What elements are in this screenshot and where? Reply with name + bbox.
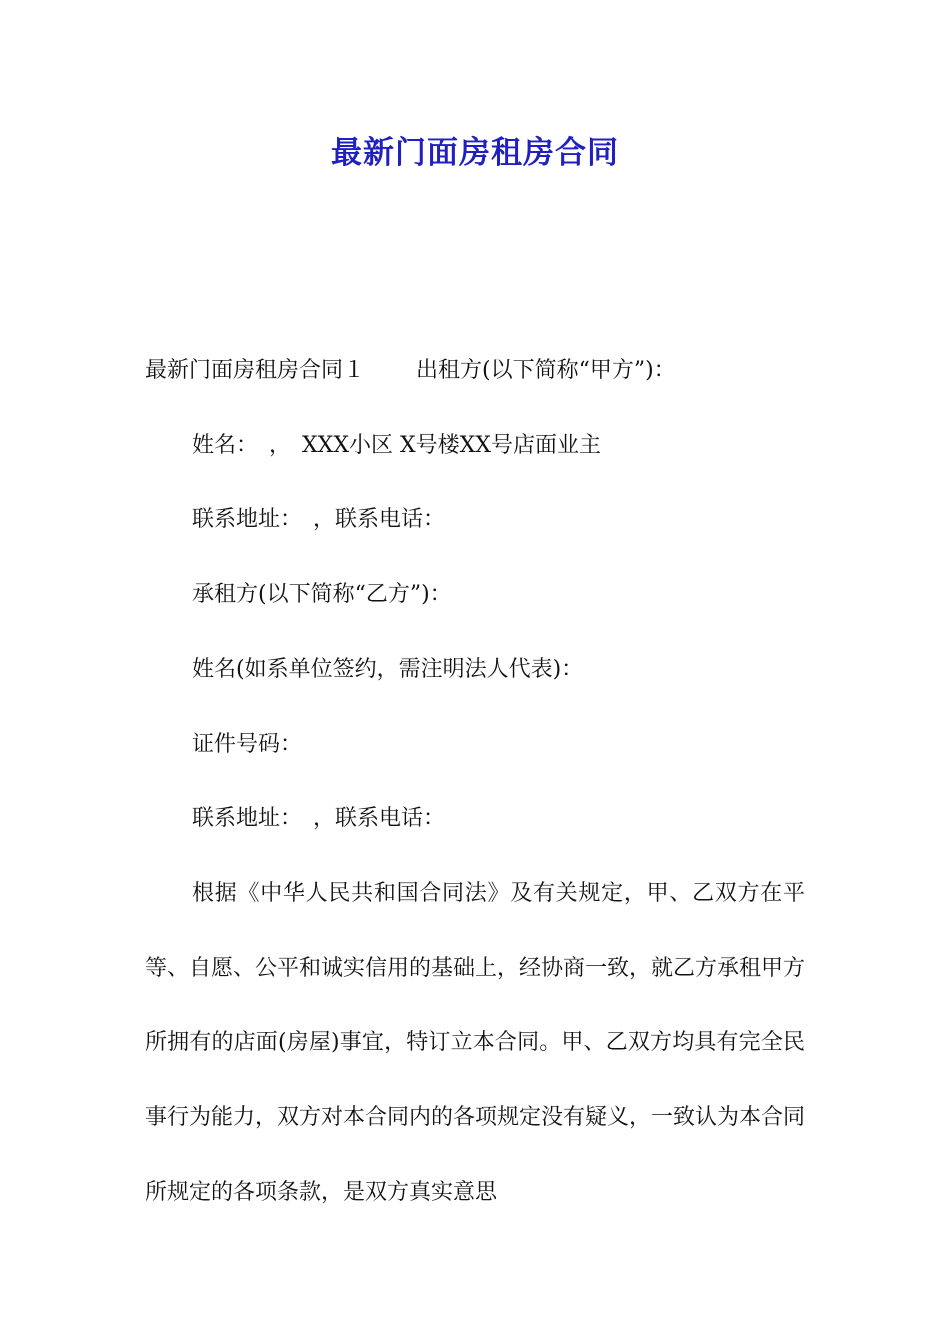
contract-heading-line: 最新门面房租房合同１ 出租方(以下简称“甲方”)： (145, 358, 676, 383)
lessee-id-line: 证件号码： (192, 731, 303, 757)
lessor-name-line: 姓名： ， XXX小区 X号楼XX号店面业主 (192, 432, 601, 458)
lessee-heading-line: 承租方(以下简称“乙方”)： (192, 582, 452, 608)
lessee-name-line: 姓名(如系单位签约，需注明法人代表)： (192, 656, 584, 682)
document-title: 最新门面房租房合同 (331, 135, 619, 171)
lessor-contact-line: 联系地址： ，联系电话： (192, 507, 446, 533)
contract-preamble-paragraph: 根据《中华人民共和国合同法》及有关规定，甲、乙双方在平等、自愿、公平和诚实信用的基础上，经协商一致，就乙方承租甲方所拥有的店面(房屋)事宜，特订立本合同。甲、乙双方均具有完全民事行为能力，双方对本合同内的各项规定没有疑义，一致认为本合同所规定的各项条款，是双方真实意思 (145, 880, 806, 1205)
document-body (145, 334, 805, 1230)
lessee-contact-line: 联系地址： ，联系电话： (192, 806, 446, 832)
